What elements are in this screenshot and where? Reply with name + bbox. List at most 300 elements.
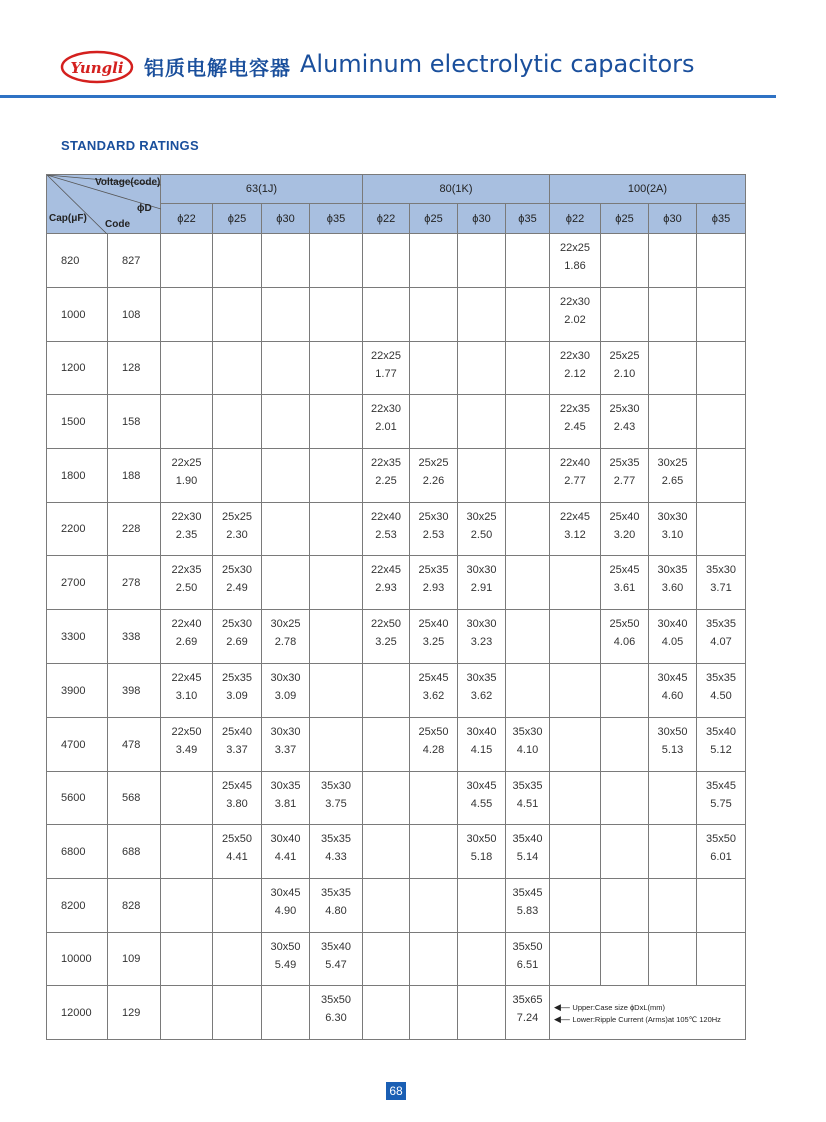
rating-cell <box>601 288 649 342</box>
case-size: 22x35 <box>371 457 401 469</box>
code-cell: 478 <box>108 718 161 772</box>
rating-cell <box>262 234 310 288</box>
table-row <box>47 395 746 449</box>
rating-cell <box>601 664 649 718</box>
ripple-current: 4.50 <box>710 690 732 702</box>
case-size: 35x50 <box>512 941 543 953</box>
rating-cell <box>697 772 746 825</box>
ripple-current: 4.41 <box>226 851 248 863</box>
rating-cell <box>458 933 506 986</box>
rating-cell <box>161 288 213 342</box>
rating-cell <box>213 395 262 449</box>
rating-cell <box>363 879 410 933</box>
case-size: 22x25 <box>560 242 590 254</box>
capacitance-cell: 3900 <box>47 664 108 718</box>
rating-cell <box>649 933 697 986</box>
rating-cell <box>649 395 697 449</box>
rating-cell <box>601 772 649 825</box>
ripple-current: 1.86 <box>564 260 586 272</box>
ripple-current: 4.90 <box>274 905 297 917</box>
rating-cell <box>213 825 262 879</box>
rating-cell <box>649 503 697 556</box>
rating-cell <box>506 288 550 342</box>
case-size: 30x25 <box>466 511 497 523</box>
page-number: 68 <box>386 1082 406 1100</box>
rating-cell <box>262 825 310 879</box>
rating-cell <box>601 718 649 772</box>
rating-cell <box>410 664 458 718</box>
ripple-current: 3.10 <box>175 690 198 702</box>
rating-cell <box>649 664 697 718</box>
rating-cell <box>161 664 213 718</box>
rating-cell <box>649 879 697 933</box>
rating-cell <box>410 288 458 342</box>
section-title: STANDARD RATINGS <box>61 138 199 153</box>
case-size: 30x30 <box>466 618 497 630</box>
legend-upper-text: Upper:Case size ϕDxL(mm) <box>572 1003 665 1012</box>
ripple-current: 5.12 <box>710 744 732 756</box>
ripple-current: 3.12 <box>564 529 586 541</box>
case-size: 22x50 <box>171 726 202 738</box>
ripple-current: 2.65 <box>661 475 684 487</box>
rating-cell <box>310 503 363 556</box>
case-size: 30x25 <box>657 457 688 469</box>
rating-cell <box>550 342 601 395</box>
case-size: 35x35 <box>706 618 736 630</box>
ripple-current: 4.28 <box>422 744 445 756</box>
rating-cell <box>161 933 213 986</box>
case-size: 25x25 <box>222 511 252 523</box>
title-chinese: 铝质电解电容器 <box>144 56 291 80</box>
rating-cell <box>697 342 746 395</box>
code-cell: 109 <box>108 933 161 986</box>
corner-cap-label: Cap(μF) <box>49 213 87 224</box>
code-cell: 108 <box>108 288 161 342</box>
rating-cell <box>601 825 649 879</box>
ripple-current: 2.02 <box>564 314 586 326</box>
table-row <box>47 718 746 772</box>
rating-cell <box>697 288 746 342</box>
case-size: 22x35 <box>560 403 590 415</box>
rating-cell <box>363 664 410 718</box>
voltage-header-63: 63(1J) <box>161 175 363 204</box>
rating-cell <box>458 664 506 718</box>
case-size: 25x40 <box>609 511 640 523</box>
rating-cell <box>363 825 410 879</box>
capacitance-cell: 1000 <box>47 288 108 342</box>
ripple-current: 3.62 <box>470 690 493 702</box>
table-row <box>47 234 746 288</box>
arrow-left-icon: ◀— <box>554 1014 573 1024</box>
rating-cell <box>310 933 363 986</box>
case-size: 25x45 <box>609 564 640 576</box>
rating-cell <box>161 986 213 1040</box>
case-size: 35x30 <box>321 780 351 792</box>
rating-cell <box>458 610 506 664</box>
rating-cell <box>363 342 410 395</box>
case-size: 25x35 <box>222 672 252 684</box>
rating-cell <box>506 933 550 986</box>
rating-cell <box>506 610 550 664</box>
rating-cell <box>213 234 262 288</box>
rating-cell <box>363 449 410 503</box>
rating-cell <box>649 556 697 610</box>
rating-cell <box>601 395 649 449</box>
rating-cell <box>262 610 310 664</box>
case-size: 22x30 <box>560 296 590 308</box>
table-row <box>47 825 746 879</box>
rating-cell <box>458 825 506 879</box>
table-row <box>47 449 746 503</box>
rating-cell <box>550 610 601 664</box>
ripple-current: 6.01 <box>710 851 732 863</box>
case-size: 22x35 <box>171 564 202 576</box>
case-size: 25x40 <box>222 726 252 738</box>
rating-cell <box>363 772 410 825</box>
ripple-current: 3.80 <box>226 798 248 810</box>
case-size: 22x45 <box>371 564 401 576</box>
rating-cell <box>550 449 601 503</box>
rating-cell <box>550 772 601 825</box>
capacitance-cell: 8200 <box>47 879 108 933</box>
ripple-current: 4.55 <box>470 798 493 810</box>
rating-cell <box>363 610 410 664</box>
rating-cell <box>410 933 458 986</box>
rating-cell <box>213 449 262 503</box>
case-size: 22x45 <box>171 672 202 684</box>
rating-cell <box>601 879 649 933</box>
ripple-current: 5.13 <box>661 744 684 756</box>
ripple-current: 4.07 <box>710 636 732 648</box>
rating-cell <box>697 879 746 933</box>
capacitance-cell: 820 <box>47 234 108 288</box>
case-size: 25x50 <box>222 833 252 845</box>
rating-cell <box>506 772 550 825</box>
ripple-current: 2.01 <box>375 421 397 433</box>
ripple-current: 2.10 <box>613 368 636 380</box>
case-size: 22x50 <box>371 618 401 630</box>
capacitance-cell: 12000 <box>47 986 108 1040</box>
rating-cell <box>310 556 363 610</box>
rating-cell <box>506 449 550 503</box>
case-size: 35x45 <box>706 780 736 792</box>
ripple-current: 2.53 <box>375 529 397 541</box>
diameter-header: ϕ35 <box>506 204 550 234</box>
table-row <box>47 664 746 718</box>
case-size: 22x45 <box>560 511 590 523</box>
rating-cell <box>262 556 310 610</box>
ripple-current: 6.30 <box>325 1012 347 1024</box>
rating-cell <box>310 288 363 342</box>
legend-cell <box>550 986 746 1040</box>
diameter-header: ϕ30 <box>262 204 310 234</box>
rating-cell <box>697 395 746 449</box>
voltage-header-80: 80(1K) <box>363 175 550 204</box>
ripple-current: 3.25 <box>422 636 445 648</box>
code-cell: 688 <box>108 825 161 879</box>
rating-cell <box>410 879 458 933</box>
diameter-header: ϕ35 <box>310 204 363 234</box>
rating-cell <box>550 395 601 449</box>
rating-cell <box>262 395 310 449</box>
capacitance-cell: 6800 <box>47 825 108 879</box>
case-size: 22x30 <box>371 403 401 415</box>
rating-cell <box>410 556 458 610</box>
rating-cell <box>506 395 550 449</box>
capacitance-cell: 5600 <box>47 772 108 825</box>
case-size: 22x40 <box>171 618 202 630</box>
diameter-header: ϕ22 <box>363 204 410 234</box>
ripple-current: 2.30 <box>226 529 248 541</box>
case-size: 25x30 <box>418 511 449 523</box>
rating-cell <box>506 342 550 395</box>
case-size: 35x30 <box>706 564 736 576</box>
rating-cell <box>310 449 363 503</box>
code-cell: 188 <box>108 449 161 503</box>
corner-diameter-label: ϕD <box>137 203 152 214</box>
case-size: 30x30 <box>270 726 301 738</box>
rating-cell <box>410 395 458 449</box>
rating-cell <box>310 664 363 718</box>
case-size: 30x30 <box>657 511 688 523</box>
rating-cell <box>161 234 213 288</box>
rating-cell <box>550 234 601 288</box>
ripple-current: 4.15 <box>470 744 493 756</box>
code-cell: 828 <box>108 879 161 933</box>
diameter-header: ϕ25 <box>410 204 458 234</box>
ripple-current: 1.90 <box>175 475 198 487</box>
rating-cell <box>697 503 746 556</box>
capacitance-cell: 10000 <box>47 933 108 986</box>
ripple-current: 7.24 <box>516 1012 539 1024</box>
rating-cell <box>161 772 213 825</box>
rating-cell <box>649 449 697 503</box>
rating-cell <box>310 718 363 772</box>
code-cell: 158 <box>108 395 161 449</box>
ripple-current: 2.12 <box>564 368 586 380</box>
rating-cell <box>550 556 601 610</box>
rating-cell <box>363 234 410 288</box>
case-size: 25x40 <box>418 618 449 630</box>
ripple-current: 3.71 <box>710 582 732 594</box>
rating-cell <box>161 503 213 556</box>
ripple-current: 3.60 <box>661 582 684 594</box>
rating-cell <box>649 718 697 772</box>
ripple-current: 3.20 <box>613 529 636 541</box>
case-size: 30x50 <box>466 833 497 845</box>
case-size: 35x35 <box>706 672 736 684</box>
rating-cell <box>458 718 506 772</box>
case-size: 25x35 <box>418 564 449 576</box>
ripple-current: 2.49 <box>226 582 248 594</box>
ripple-current: 4.80 <box>325 905 347 917</box>
rating-cell <box>697 234 746 288</box>
rating-cell <box>262 342 310 395</box>
ripple-current: 2.26 <box>422 475 445 487</box>
rating-cell <box>262 772 310 825</box>
ripple-current: 3.37 <box>226 744 248 756</box>
rating-cell <box>410 610 458 664</box>
rating-cell <box>213 503 262 556</box>
rating-cell <box>458 342 506 395</box>
case-size: 30x35 <box>270 780 301 792</box>
rating-cell <box>410 234 458 288</box>
rating-cell <box>458 986 506 1040</box>
rating-cell <box>410 718 458 772</box>
table-row <box>47 503 746 556</box>
rating-cell <box>601 610 649 664</box>
rating-cell <box>458 288 506 342</box>
rating-cell <box>262 933 310 986</box>
rating-cell <box>363 395 410 449</box>
rating-cell <box>310 879 363 933</box>
diameter-header: ϕ30 <box>649 204 697 234</box>
case-size: 25x45 <box>418 672 449 684</box>
ripple-current: 3.25 <box>375 636 397 648</box>
rating-cell <box>410 986 458 1040</box>
rating-cell <box>458 503 506 556</box>
rating-cell <box>697 825 746 879</box>
rating-cell <box>410 449 458 503</box>
case-size: 25x30 <box>222 564 252 576</box>
rating-cell <box>649 342 697 395</box>
capacitance-cell: 1200 <box>47 342 108 395</box>
rating-cell <box>310 234 363 288</box>
ripple-current: 2.50 <box>175 582 198 594</box>
legend-lower <box>554 1014 721 1025</box>
rating-cell <box>601 503 649 556</box>
corner-voltage-label: Voltage(code) <box>95 177 161 188</box>
rating-cell <box>697 610 746 664</box>
rating-cell <box>262 718 310 772</box>
ripple-current: 3.23 <box>470 636 493 648</box>
capacitance-cell: 2200 <box>47 503 108 556</box>
rating-cell <box>262 879 310 933</box>
case-size: 25x50 <box>418 726 449 738</box>
rating-cell <box>506 664 550 718</box>
rating-cell <box>506 718 550 772</box>
rating-cell <box>649 610 697 664</box>
case-size: 30x45 <box>270 887 301 899</box>
rating-cell <box>506 986 550 1040</box>
rating-cell <box>649 825 697 879</box>
ripple-current: 6.51 <box>516 959 539 971</box>
capacitance-cell: 4700 <box>47 718 108 772</box>
case-size: 35x40 <box>321 941 351 953</box>
ripple-current: 4.51 <box>516 798 539 810</box>
rating-cell <box>161 879 213 933</box>
ripple-current: 4.05 <box>661 636 684 648</box>
ripple-current: 2.69 <box>226 636 248 648</box>
rating-cell <box>649 234 697 288</box>
rating-cell <box>506 879 550 933</box>
case-size: 30x35 <box>657 564 688 576</box>
rating-cell <box>363 288 410 342</box>
rating-cell <box>458 234 506 288</box>
case-size: 35x65 <box>512 994 543 1006</box>
case-size: 30x40 <box>466 726 497 738</box>
rating-cell <box>506 234 550 288</box>
case-size: 30x30 <box>466 564 497 576</box>
voltage-header-100: 100(2A) <box>550 175 746 204</box>
rating-cell <box>213 772 262 825</box>
table-row <box>47 879 746 933</box>
rating-cell <box>363 503 410 556</box>
rating-cell <box>697 449 746 503</box>
rating-cell <box>161 556 213 610</box>
header-divider <box>0 95 776 98</box>
case-size: 30x40 <box>270 833 301 845</box>
ripple-current: 2.45 <box>564 421 586 433</box>
case-size: 30x35 <box>466 672 497 684</box>
case-size: 22x25 <box>171 457 202 469</box>
rating-cell <box>310 610 363 664</box>
ripple-current: 3.61 <box>613 582 636 594</box>
ripple-current: 3.09 <box>226 690 248 702</box>
case-size: 35x50 <box>321 994 351 1006</box>
rating-cell <box>506 556 550 610</box>
rating-cell <box>363 933 410 986</box>
case-size: 35x30 <box>512 726 543 738</box>
svg-text:Yungli: Yungli <box>70 59 124 77</box>
rating-cell <box>697 933 746 986</box>
rating-cell <box>213 610 262 664</box>
rating-cell <box>310 772 363 825</box>
rating-cell <box>213 342 262 395</box>
ripple-current: 2.93 <box>422 582 445 594</box>
corner-code-label: Code <box>105 219 130 230</box>
code-cell: 568 <box>108 772 161 825</box>
rating-cell <box>458 556 506 610</box>
case-size: 25x50 <box>609 618 640 630</box>
ripple-current: 1.77 <box>375 368 397 380</box>
rating-cell <box>262 986 310 1040</box>
table-row <box>47 288 746 342</box>
rating-cell <box>550 933 601 986</box>
rating-cell <box>550 718 601 772</box>
ripple-current: 3.62 <box>422 690 445 702</box>
ripple-current: 3.10 <box>661 529 684 541</box>
diameter-header: ϕ25 <box>601 204 649 234</box>
diameter-header: ϕ22 <box>550 204 601 234</box>
table-row <box>47 610 746 664</box>
ripple-current: 3.37 <box>274 744 297 756</box>
legend-lower-text: Lower:Ripple Current (Arms)at 105℃ 120Hz <box>572 1015 721 1024</box>
table-row <box>47 933 746 986</box>
table-corner-header <box>47 175 161 234</box>
case-size: 30x40 <box>657 618 688 630</box>
case-size: 30x25 <box>270 618 301 630</box>
rating-cell <box>410 772 458 825</box>
ripple-current: 2.91 <box>470 582 493 594</box>
rating-cell <box>213 933 262 986</box>
rating-cell <box>310 395 363 449</box>
ripple-current: 4.60 <box>661 690 684 702</box>
ripple-current: 2.77 <box>564 475 586 487</box>
rating-cell <box>601 342 649 395</box>
rating-cell <box>458 449 506 503</box>
ripple-current: 2.93 <box>375 582 397 594</box>
table-row <box>47 986 746 1040</box>
ripple-current: 5.18 <box>470 851 493 863</box>
diameter-header: ϕ30 <box>458 204 506 234</box>
ripple-current: 5.47 <box>325 959 347 971</box>
case-size: 35x40 <box>512 833 543 845</box>
title-english: Aluminum electrolytic capacitors <box>300 50 695 78</box>
rating-cell <box>649 772 697 825</box>
ripple-current: 5.49 <box>274 959 297 971</box>
rating-cell <box>213 718 262 772</box>
